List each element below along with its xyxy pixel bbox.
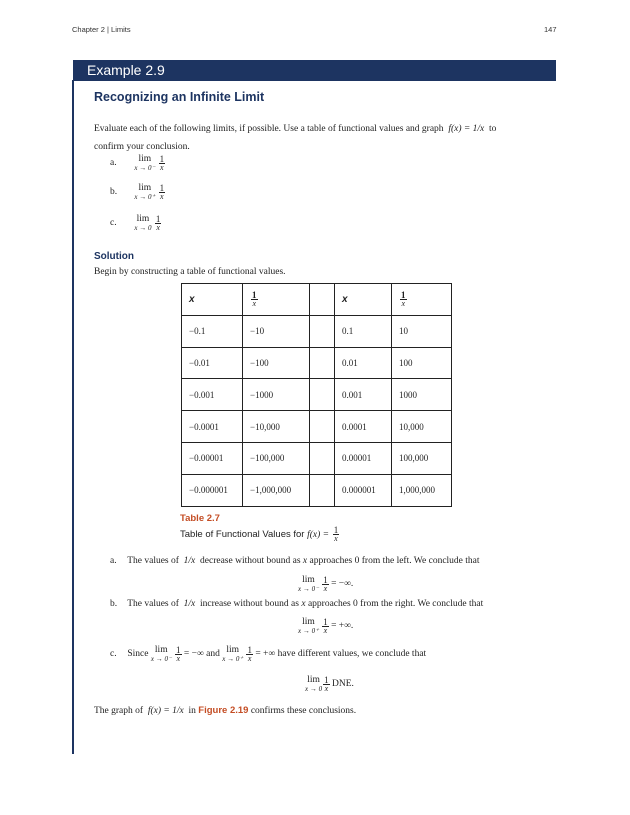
answer-a-fraction: [322, 576, 329, 593]
cell-left-x: −0.01: [182, 347, 243, 379]
answer-b-fraction: [322, 618, 329, 635]
answer-b-text: The values of: [127, 599, 179, 609]
functional-values-table: [181, 283, 452, 507]
part-b-label: b.: [110, 187, 118, 198]
answer-c-fraction1: [175, 646, 182, 663]
lim-subscript: x → 0⁺: [134, 193, 156, 201]
closing-tail: confirms these conclusions.: [250, 706, 357, 716]
answer-c-result2: = +∞: [255, 649, 276, 660]
lim-word: lim: [154, 645, 168, 655]
lim-subscript: x → 0⁻: [134, 164, 156, 172]
answer-c-result: DNE.: [331, 679, 354, 690]
part-a: [110, 154, 165, 172]
cell-right-f: 1,000,000: [392, 474, 452, 506]
answer-c: [110, 645, 426, 663]
answer-b-display: [298, 617, 353, 635]
table-gap: [310, 411, 335, 443]
part-b-limit: [134, 183, 155, 201]
answer-a-text2: decrease without bound as: [200, 556, 301, 566]
cell-left-f: −1000: [243, 379, 310, 411]
part-c-fraction: [155, 215, 162, 232]
answer-c-limit: [305, 675, 322, 693]
answer-b-limit: [298, 617, 319, 635]
cell-right-f: 100: [392, 347, 452, 379]
table-caption-label: Table 2.7: [180, 513, 220, 524]
part-b-fraction: [159, 184, 166, 201]
table-gap: [310, 379, 335, 411]
table-caption-text: [180, 526, 339, 543]
figure-2-19-link[interactable]: Figure 2.19: [198, 705, 249, 716]
cell-left-x: −0.00001: [182, 442, 243, 474]
answer-b-result: = +∞.: [331, 621, 354, 632]
cell-right-x: 0.0001: [335, 411, 392, 443]
answer-c-limit2: [222, 645, 243, 663]
frac-denominator: x: [156, 222, 160, 232]
closing-func: f(x) = 1/x: [147, 706, 184, 716]
intro-tail: to: [489, 124, 497, 134]
example-banner: [73, 60, 556, 81]
lim-word: lim: [302, 575, 315, 585]
caption-function: f(x) =: [307, 530, 330, 541]
table-gap: [310, 347, 335, 379]
table-row: [182, 411, 452, 443]
caption-fraction: [333, 526, 340, 543]
answer-b-label: b.: [110, 599, 118, 609]
answer-c-limit1: [151, 645, 172, 663]
cell-right-f: 10: [392, 315, 452, 347]
cell-left-f: −100: [243, 347, 310, 379]
caption-text: Table of Functional Values for: [180, 529, 305, 541]
lim-subscript: x → 0⁻: [298, 585, 319, 593]
running-header-chapter: Chapter 2 | Limits: [72, 25, 131, 34]
intro-line2: confirm your conclusion.: [94, 142, 190, 152]
cell-right-f: 100,000: [392, 442, 452, 474]
frac-numerator: 1: [247, 644, 252, 655]
lim-word: lim: [138, 154, 152, 164]
frac-numerator: 1: [155, 213, 161, 224]
lim-word: lim: [138, 183, 152, 193]
answer-a-display: [298, 575, 353, 593]
frac-denominator: x: [323, 625, 328, 635]
lim-word: lim: [226, 645, 239, 655]
answer-c-display: [305, 675, 354, 693]
intro-text: Evaluate each of the following limits, if possible. Use a table of functional values and graph: [94, 124, 444, 134]
table-row: [182, 315, 452, 347]
lim-word: lim: [136, 214, 150, 224]
frac-denominator: x: [334, 534, 338, 543]
cell-left-f: −10: [243, 315, 310, 347]
answer-a: [110, 556, 480, 566]
answer-c-text: have different values, we conclude that: [277, 649, 427, 660]
frac-numerator: 1: [324, 674, 329, 685]
frac-denominator: x: [323, 583, 328, 593]
header-x-left: x: [182, 284, 243, 316]
part-a-fraction: [159, 155, 166, 172]
answer-c-fraction2: [246, 646, 253, 663]
lim-word: lim: [307, 675, 320, 685]
frac-numerator: 1: [252, 289, 257, 300]
page-number: 147: [544, 25, 557, 34]
frac-denominator: x: [324, 683, 329, 693]
cell-left-x: −0.0001: [182, 411, 243, 443]
table-row: [182, 347, 452, 379]
answer-b-text3: approaches 0 from the right. We conclude that: [307, 599, 484, 609]
cell-right-x: 0.000001: [335, 474, 392, 506]
lim-subscript: x → 0: [134, 224, 152, 232]
part-c: [110, 214, 161, 232]
frac-denominator: x: [160, 162, 164, 172]
part-c-limit: [134, 214, 151, 232]
part-c-label: c.: [110, 218, 117, 229]
frac-denominator: x: [247, 653, 252, 663]
lim-subscript: x → 0: [305, 685, 323, 693]
answer-c-and: and: [206, 649, 220, 660]
frac-denominator: x: [252, 298, 257, 308]
cell-right-f: 1000: [392, 379, 452, 411]
closing-paragraph: [94, 705, 356, 716]
part-a-label: a.: [110, 158, 117, 169]
cell-left-x: −0.000001: [182, 474, 243, 506]
table-gap: [310, 284, 335, 316]
example-intro: [94, 120, 539, 156]
closing-in: in: [188, 706, 196, 716]
answer-b-text2: increase without bound as: [200, 599, 299, 609]
answer-a-label: a.: [110, 556, 117, 566]
answer-b: [110, 599, 483, 609]
lim-word: lim: [302, 617, 315, 627]
lim-subscript: x → 0⁺: [298, 627, 319, 635]
frac-denominator: x: [401, 298, 406, 308]
frac-denominator: x: [160, 191, 164, 201]
part-a-limit: [134, 154, 155, 172]
answer-b-func: 1/x: [183, 599, 196, 609]
example-title: Recognizing an Infinite Limit: [94, 90, 265, 104]
part-b: [110, 183, 165, 201]
frac-numerator: 1: [159, 182, 165, 193]
answer-a-text3: approaches 0 from the left. We conclude that: [309, 556, 480, 566]
header-reciprocal-right: [392, 284, 452, 316]
solution-intro: Begin by constructing a table of functional values.: [94, 267, 286, 277]
table-row: [182, 379, 452, 411]
cell-right-x: 0.00001: [335, 442, 392, 474]
answer-a-limit: [298, 575, 319, 593]
answer-c-label: c.: [110, 649, 117, 660]
closing-text: The graph of: [94, 706, 144, 716]
frac-numerator: 1: [333, 525, 339, 535]
answer-a-var: x: [302, 556, 308, 566]
lim-subscript: x → 0⁺: [222, 655, 244, 663]
lim-subscript: x → 0⁻: [150, 655, 172, 663]
frac-numerator: 1: [401, 289, 406, 300]
header-x-right: x: [335, 284, 392, 316]
answer-c-result1: = −∞: [183, 649, 204, 660]
cell-left-x: −0.001: [182, 379, 243, 411]
example-side-rule: [72, 80, 74, 754]
frac-numerator: 1: [159, 153, 165, 164]
table-row: [182, 442, 452, 474]
cell-left-f: −10,000: [243, 411, 310, 443]
answer-a-func: 1/x: [183, 556, 196, 566]
cell-right-f: 10,000: [392, 411, 452, 443]
solution-heading: Solution: [94, 251, 134, 262]
intro-function: f(x) = 1/x: [448, 124, 485, 134]
table-header-row: [182, 284, 452, 316]
table-gap: [310, 442, 335, 474]
cell-right-x: 0.01: [335, 347, 392, 379]
frac-numerator: 1: [323, 616, 328, 627]
table-row: [182, 474, 452, 506]
cell-left-f: −1,000,000: [243, 474, 310, 506]
cell-right-x: 0.001: [335, 379, 392, 411]
cell-right-x: 0.1: [335, 315, 392, 347]
example-banner-label: Example 2.9: [87, 62, 165, 78]
table-gap: [310, 315, 335, 347]
frac-denominator: x: [176, 653, 181, 663]
answer-a-text: The values of: [127, 556, 179, 566]
answer-c-since: Since: [127, 649, 149, 660]
cell-left-x: −0.1: [182, 315, 243, 347]
frac-numerator: 1: [176, 644, 181, 655]
header-reciprocal-left: [243, 284, 310, 316]
frac-numerator: 1: [323, 574, 328, 585]
answer-a-result: = −∞.: [331, 579, 354, 590]
answer-b-var: x: [301, 599, 306, 609]
answer-c-fraction: [323, 676, 330, 693]
cell-left-f: −100,000: [243, 442, 310, 474]
table-gap: [310, 474, 335, 506]
